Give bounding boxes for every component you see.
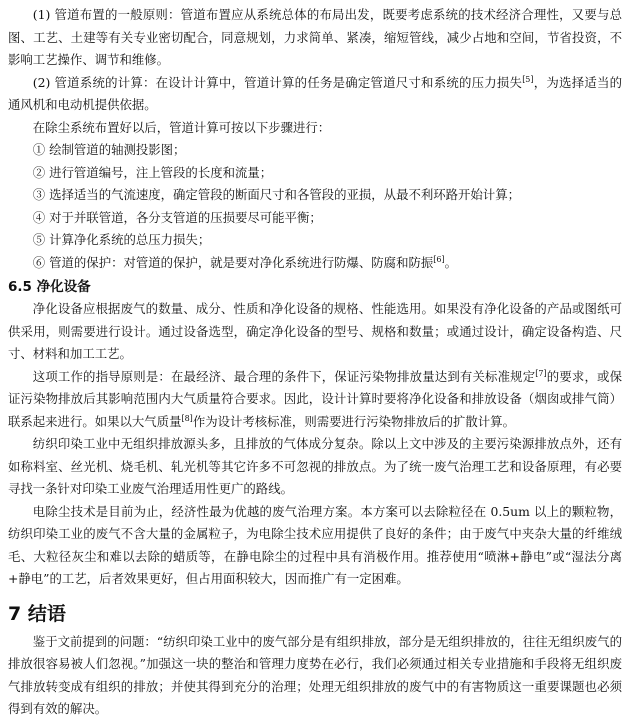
section-heading-purification-equipment: 6.5 净化设备 xyxy=(8,279,91,295)
paragraph-guiding-principle-text-b: 的要求，或保证污染物排放后其影响范围内大气质量符合要求。因此，设计计算时要将净化设备和排放设备（烟囱或排气筒）联系起来进行。如果以大气质量 xyxy=(8,368,623,429)
paragraph-pipe-calculation xyxy=(8,72,622,117)
citation-8: [8] xyxy=(181,413,193,423)
paragraph-unorganized-emission-sources: 纺织印染工业中无组织排放源头多，且排放的气体成分复杂。除以上文中涉及的主要污染源排放点外，还有如称料室、丝光机、烧毛机、轧光机等其它许多不可忽视的排放点。为了统一废气治理工艺和设备原理，有必要寻找一条针对印染工业废气治理适用性更广的路线。 xyxy=(8,436,622,496)
paragraph-conclusion: 鉴于文前提到的问题：“纺织印染工业中的废气部分是有组织排放，部分是无组织排放的，往往无组织废气的排放很容易被人们忽视。”加强这一块的整治和管理力度势在必行，我们必须通过相关专业措施和手段将无组织废气排放转变成有组织的排放；并使其得到充分的治理；处理无组织排放的废气中的有害物质这一重要课题也必须得到有效的解决。 xyxy=(8,633,622,716)
paragraph-electrostatic-precipitation: 电除尘技术是目前为止，经济性最为优越的废气治理方案。本方案可以去除粒径在 0.5um 以上的颗粒物，纺织印染工业的废气不含大量的金属粒子，为电除尘技术应用提供了良好的条件；由于废气中夹杂大量的纤维绒毛、大粒径灰尘和难以去除的蜡质等，在静电除尘的过程中具有消极作用。推荐使用“喷淋+静电”或“湿法分离+静电”的工艺，后者效果更好，但占用面积较大，因而推广有一定困难。 xyxy=(8,503,622,586)
list-item-step-3: ③ 选择适当的气流速度，确定管段的断面尺寸和各管段的亚损，从最不利环路开始计算； xyxy=(32,187,520,202)
paragraph-guiding-principle-text-a: 这项工作的指导原则是：在最经济、最合理的条件下，保证污染物排放量达到有关标准规定 xyxy=(32,368,536,384)
list-item-step-4: ④ 对于并联管道，各分支管道的压损要尽可能平衡； xyxy=(32,209,322,225)
list-item-step-6 xyxy=(8,252,622,275)
list-item-step-2: ② 进行管道编号，注上管段的长度和流量； xyxy=(32,164,273,180)
citation-6: [6] xyxy=(433,254,445,264)
paragraph-equipment-selection: 净化设备应根据废气的数量、成分、性质和净化设备的规格、性能选用。如果没有净化设备的产品或图纸可供采用，则需要进行设计。通过设备选型，确定净化设备的型号、规格和数量；或通过设计，确定设备构造、尺寸、材料和加工工艺。 xyxy=(8,301,622,361)
paragraph-guiding-principle xyxy=(8,366,622,434)
list-item-step-6-text: ⑥ 管道的保护：对管道的保护，就是要对净化系统进行防爆、防腐和防振 xyxy=(32,254,434,270)
paragraph-pipe-calculation-end: ，为选择适当的通风机和电动机提供依据。 xyxy=(8,74,623,112)
paragraph-calculation-steps-intro: 在除尘系统布置好以后，管道计算可按以下步骤进行： xyxy=(32,119,331,135)
paragraph-pipe-layout-principle: (1) 管道布置的一般原则：管道布置应从系统总体的布局出发，既要考虑系统的技术经济合理性，又要与总图、工艺、土建等有关专业密切配合，同意规划，力求简单、紧凑，缩短管线，减少占地和空间，节省投资，不影响工艺操作、调节和维修。 xyxy=(8,7,622,67)
list-item-step-1: ① 绘制管道的轴测投影图； xyxy=(32,142,186,157)
chapter-heading-conclusion: 7 结语 xyxy=(8,602,66,625)
paragraph-guiding-principle-text-c: 作为设计考核标准，则需要进行污染物排放后的扩散计算。 xyxy=(192,413,515,429)
paragraph-pipe-calculation-text: (2) 管道系统的计算：在设计计算中，管道计算的任务是确定管道尺寸和系统的压力损失 xyxy=(32,74,523,90)
citation-7: [7] xyxy=(535,368,547,378)
citation-5: [5] xyxy=(522,74,534,84)
list-item-step-5: ⑤ 计算净化系统的总压力损失； xyxy=(32,232,211,247)
calculation-steps-list xyxy=(8,139,622,274)
list-item-step-6-end: 。 xyxy=(444,254,457,270)
